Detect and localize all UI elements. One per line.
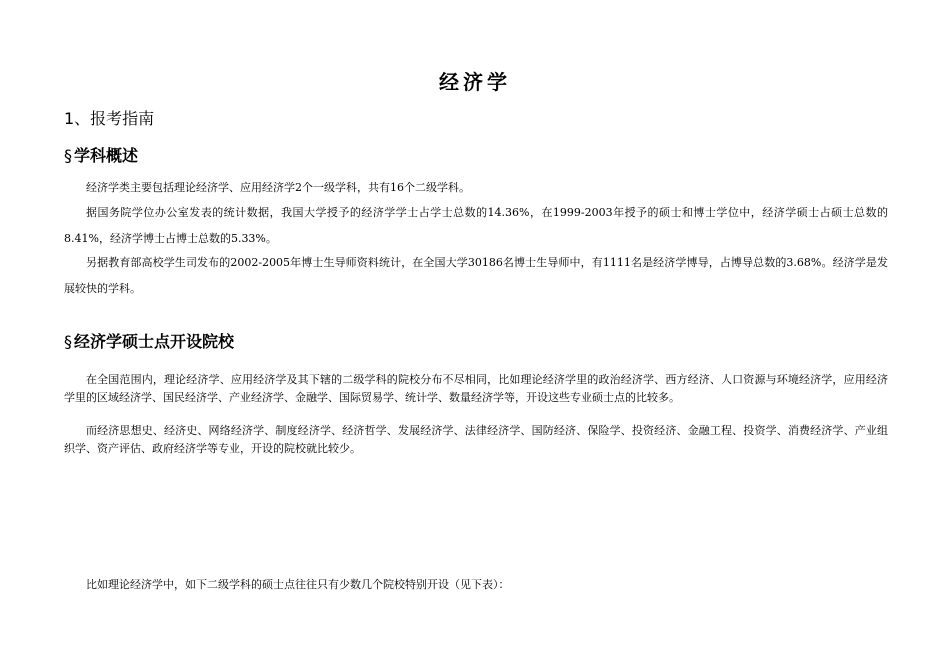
section-mark: § <box>64 332 72 351</box>
paragraph-programs-2: 而经济思想史、经济史、网络经济学、制度经济学、经济哲学、发展经济学、法律经济学、国防经济、保险学、投资经济、金融工程、投资学、消费经济学、产业组织学、资产评估、政府经济学等专业，开设的院校就比较少。 <box>64 424 888 455</box>
paragraph-overview-3: 另据教育部高校学生司发布的2002-2005年博士生导师资料统计，在全国大学30186名博士生导师中，有1111名是经济学博导，占博导总数的3.68%。经济学是发展较快的学科。 <box>64 256 888 295</box>
paragraph-programs-3: 比如理论经济学中，如下二级学科的硕士点往往只有少数几个院校特别开设（见下表）： <box>86 578 510 591</box>
section-mark: § <box>64 146 72 165</box>
heading-master-programs <box>64 329 234 352</box>
heading-guide: 1、报考指南 <box>64 109 155 128</box>
paragraph-overview-2: 据国务院学位办公室发表的统计数据，我国大学授予的经济学学士占学士总数的14.36%，在1999-2003年授予的硕士和博士学位中，经济学硕士占硕士总数的8.41%，经济学博士占博士总数的5.33%。 <box>64 206 888 245</box>
heading-subject-overview <box>64 143 138 166</box>
heading-subject-overview-text: 学科概述 <box>74 146 139 165</box>
document-title: 经济学 <box>439 70 511 94</box>
heading-master-programs-text: 经济学硕士点开设院校 <box>74 332 235 351</box>
paragraph-overview-1: 经济学类主要包括理论经济学、应用经济学2个一级学科，共有16个二级学科。 <box>86 181 470 194</box>
paragraph-programs-1: 在全国范围内，理论经济学、应用经济学及其下辖的二级学科的院校分布不尽相同，比如理论经济学里的政治经济学、西方经济、人口资源与环境经济学，应用经济学里的区域经济学、国民经济学、产业经济学、金融学、国际贸易学、统计学、数量经济学等，开设这些专业硕士点的比较多。 <box>64 373 888 404</box>
